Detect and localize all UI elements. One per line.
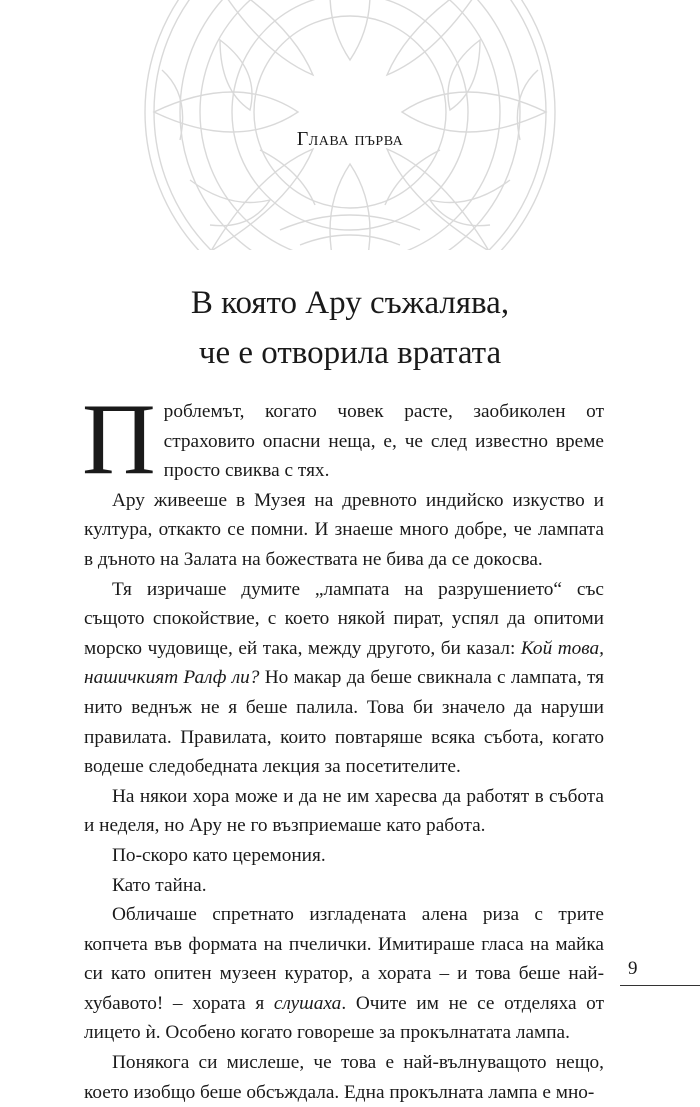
chapter-title bbox=[0, 278, 700, 378]
chapter-label: Глава първа bbox=[296, 128, 404, 150]
chapter-title-line-2: че е отворила вратата bbox=[198, 335, 502, 371]
paragraph-6: Като тайна. bbox=[112, 874, 207, 896]
chapter-ornament bbox=[100, 0, 600, 250]
paragraph-7-text-b: . Очите им не се отделяха от лицето ѝ. Особено когато говореше за прокълнатата лампа. bbox=[84, 992, 604, 1044]
drop-cap: П bbox=[82, 383, 156, 496]
page-number: 9 bbox=[628, 958, 638, 979]
chapter-title-line-1: В която Ару съжалява, bbox=[190, 285, 510, 321]
paragraph-7-text-a: Обличаше спретнато изгладената алена риза с трите копчета във формата на пчелички. Имитираше гласа на майка си като опитен музеен куратор, а хората – и това беше най-хубавото! – хората я bbox=[84, 904, 604, 1014]
paragraph-4: На някои хора може и да не им харесва да работят в събота и неделя, но Ару не го възприемаше като работа. bbox=[84, 785, 604, 837]
paragraph-7 bbox=[84, 900, 604, 1048]
paragraph-5: По-скоро като церемония. bbox=[112, 844, 326, 866]
paragraph-7-italic: слушаха bbox=[273, 992, 342, 1014]
paragraph-3-italic: Кой това, нашичкият Ралф ли? bbox=[84, 637, 604, 689]
paragraph-3-text-b: Но макар да беше свикнала с лампата, тя нито веднъж не я беше палила. Това би значело да наруши правилата. Правилата, които повтаряше всяка събота, когато водеше следобедната лекция за посетителите. bbox=[84, 667, 604, 778]
paragraph-1-text: роблемът, когато човек расте, заобиколен от страховито опасни неща, е, че след известно време просто свиква с тях. bbox=[163, 401, 604, 482]
paragraph-2: Ару живееше в Музея на древното индийско изкуство и култура, откакто се помни. И знаеше много добре, че лампата в дъното на Залата на божествата не бива да се докосва. bbox=[84, 489, 604, 570]
paragraph-3 bbox=[84, 575, 604, 782]
paragraph-1 bbox=[82, 383, 604, 496]
paragraph-8: Понякога си мислеше, че това е най-вълнуващото нещо, което изобщо беше обсъждала. Една прокълната лампа е мно- bbox=[84, 1052, 604, 1103]
chapter-body bbox=[82, 383, 604, 1107]
page-number-rule bbox=[620, 985, 700, 986]
paragraph-3-text-a: Тя изричаше думите „лампата на разрушението“ със същото спокойствие, с което някой пират, успял да опитоми морско чудовище, ей така, между другото, би казал: bbox=[84, 578, 604, 659]
